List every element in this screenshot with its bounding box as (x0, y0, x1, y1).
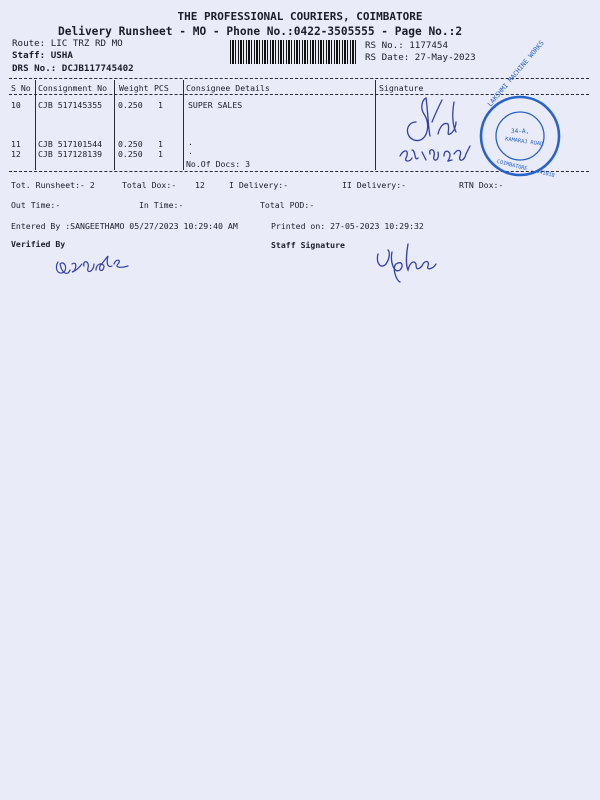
total-dox-value: 12 (195, 180, 205, 190)
column-divider (114, 80, 115, 170)
route-label: Route: LIC TRZ RD MO (12, 38, 123, 49)
column-header-weight: Weight (119, 83, 149, 93)
row-sno: 11 (11, 139, 21, 149)
printed-on: Printed on: 27-05-2023 10:29:32 (271, 221, 424, 231)
runsheet-subtitle: Delivery Runsheet - MO - Phone No.:0422-3505555 - Page No.:2 (58, 25, 463, 38)
row-pcs: 1 (158, 139, 163, 149)
row-weight: 0.250 (118, 149, 143, 159)
column-header-sno: S No (11, 83, 31, 93)
in-time: In Time:- (139, 200, 184, 210)
ii-delivery: II Delivery:- (342, 180, 407, 190)
row-weight: 0.250 (118, 139, 143, 149)
column-header-consignee: Consignee Details (186, 83, 270, 93)
row-consignment: CJB 517128139 (38, 149, 103, 159)
rs-date: RS Date: 27-May-2023 (365, 52, 476, 63)
row-consignee: SUPER SALES (188, 100, 243, 110)
no-of-docs: No.Of Docs: 3 (186, 159, 251, 169)
column-divider (375, 80, 376, 170)
column-divider (183, 80, 184, 170)
company-title: THE PROFESSIONAL COURIERS, COIMBATORE (177, 10, 423, 23)
receiver-signature (392, 92, 482, 170)
stamp-line-4: COIMBATORE - 641018 (496, 158, 556, 180)
staff-signature (372, 240, 442, 284)
stamp-line-3: KAMARAJ ROAD (504, 136, 544, 148)
row-sno: 10 (11, 100, 21, 110)
drs-number: DRS No.: DCJB117745402 (12, 63, 134, 74)
row-consignee: . (188, 137, 193, 147)
row-sno: 12 (11, 149, 21, 159)
row-weight: 0.250 (118, 100, 143, 110)
column-header-pcs: PCS (154, 83, 169, 93)
verifier-signature (52, 246, 132, 282)
staff-signature-label: Staff Signature (271, 240, 345, 250)
entered-by: Entered By :SANGEETHAMO 05/27/2023 10:29:40 AM (11, 221, 238, 231)
rs-number: RS No.: 1177454 (365, 40, 448, 51)
total-pod: Total POD:- (260, 200, 315, 210)
stamp-line-1: LAKSHMI MACHINE WORKS (486, 39, 546, 109)
row-consignment: CJB 517145355 (38, 100, 103, 110)
tot-runsheet: Tot. Runsheet:- 2 (11, 180, 95, 190)
row-pcs: 1 (158, 149, 163, 159)
row-pcs: 1 (158, 100, 163, 110)
column-header-signature: Signature (379, 83, 424, 93)
column-divider (35, 80, 36, 170)
verified-by-label: Verified By (11, 239, 66, 249)
i-delivery: I Delivery:- (229, 180, 289, 190)
table-top-divider (9, 78, 589, 79)
staff-label: Staff: USHA (12, 50, 73, 61)
barcode (230, 40, 358, 64)
out-time: Out Time:- (11, 200, 61, 210)
total-dox-label: Total Dox:- (122, 180, 177, 190)
rtn-dox: RTN Dox:- (459, 180, 504, 190)
row-consignee: . (188, 146, 193, 156)
row-consignment: CJB 517101544 (38, 139, 103, 149)
stamp-line-2: 34-A, (511, 128, 530, 135)
column-header-consignment: Consignment No (38, 83, 108, 93)
